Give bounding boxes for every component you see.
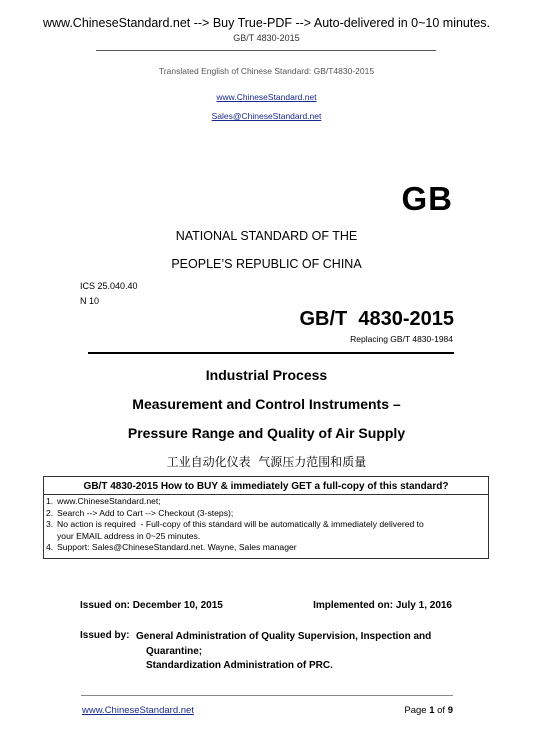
buy-info-box [43,476,489,559]
page-total: 9 [447,705,453,716]
header-divider [96,50,436,51]
issued-by-label: Issued by: [80,630,130,641]
header-banner: www.ChineseStandard.net --> Buy True-PDF --> Auto-delivered in 0~10 minutes. [42,16,491,30]
buy-step [46,542,486,554]
implemented-on-date: Implemented on: July 1, 2016 [313,600,452,611]
page-indicator [404,705,453,716]
site-link[interactable]: www.ChineseStandard.net [216,92,317,102]
email-link-wrapper [0,106,533,124]
replacing-note: Replacing GB/T 4830-1984 [350,334,453,344]
standard-number: GB/T 4830-2015 [299,308,454,330]
buy-step-continuation [46,531,486,543]
issued-by-authorities [136,630,431,674]
title-line1: Industrial Process [205,367,328,383]
translated-note: Translated English of Chinese Standard: GB/T4830-2015 [158,66,375,76]
page-mid: of [434,705,448,716]
national-standard-line2: PEOPLE’S REPUBLIC OF CHINA [171,257,362,271]
site-link-wrapper [0,87,533,105]
issued-by-line2: Quarantine; [146,645,203,657]
buy-step-text: Search --> Add to Cart --> Checkout (3-steps); [57,507,234,518]
buy-step-text: No action is required - Full-copy of this standard will be automatically & immediately delivered to [57,519,424,529]
header-standard-code: GB/T 4830-2015 [233,33,300,43]
buy-step [46,519,486,531]
buy-step-text: Support: Sales@ChineseStandard.net. Wayne, Sales manager [57,542,297,552]
footer-divider [81,695,453,696]
title-line2: Measurement and Control Instruments – [132,396,401,412]
title-line3: Pressure Range and Quality of Air Supply [127,425,406,441]
issued-on-date: Issued on: December 10, 2015 [80,600,223,611]
issued-by-line1: General Administration of Quality Supervision, Inspection and [136,631,432,642]
issued-by-line3: Standardization Administration of PRC. [146,660,333,671]
page-prefix: Page [404,705,430,716]
buy-box-divider [44,494,488,495]
buy-step-number: 4. [46,542,54,552]
national-standard-line1: NATIONAL STANDARD OF THE [175,229,358,243]
buy-step-text: www.ChineseStandard.net; [57,496,161,506]
title-divider [88,352,454,354]
buy-step-number: 1. [46,496,54,506]
buy-step [46,496,486,508]
buy-step-number: 2. [46,507,54,518]
buy-steps-list [46,496,486,554]
n-code: N 10 [80,296,100,306]
gb-mark: GB [401,180,453,217]
ics-code: ICS 25.040.40 [80,281,138,291]
buy-step [46,508,486,520]
buy-step-text: your EMAIL address in 0~25 minutes. [57,530,201,541]
chinese-title: 工业自动化仪表 气源压力范围和质量 [166,455,367,469]
footer-site-link-wrapper [82,705,194,716]
footer-site-link[interactable]: www.ChineseStandard.net [82,705,194,716]
buy-step-number: 3. [46,519,54,529]
page-current: 1 [429,705,435,716]
email-link[interactable]: Sales@ChineseStandard.net [211,111,322,121]
buy-box-heading: GB/T 4830-2015 How to BUY & immediately GET a full-copy of this standard? [83,481,449,492]
